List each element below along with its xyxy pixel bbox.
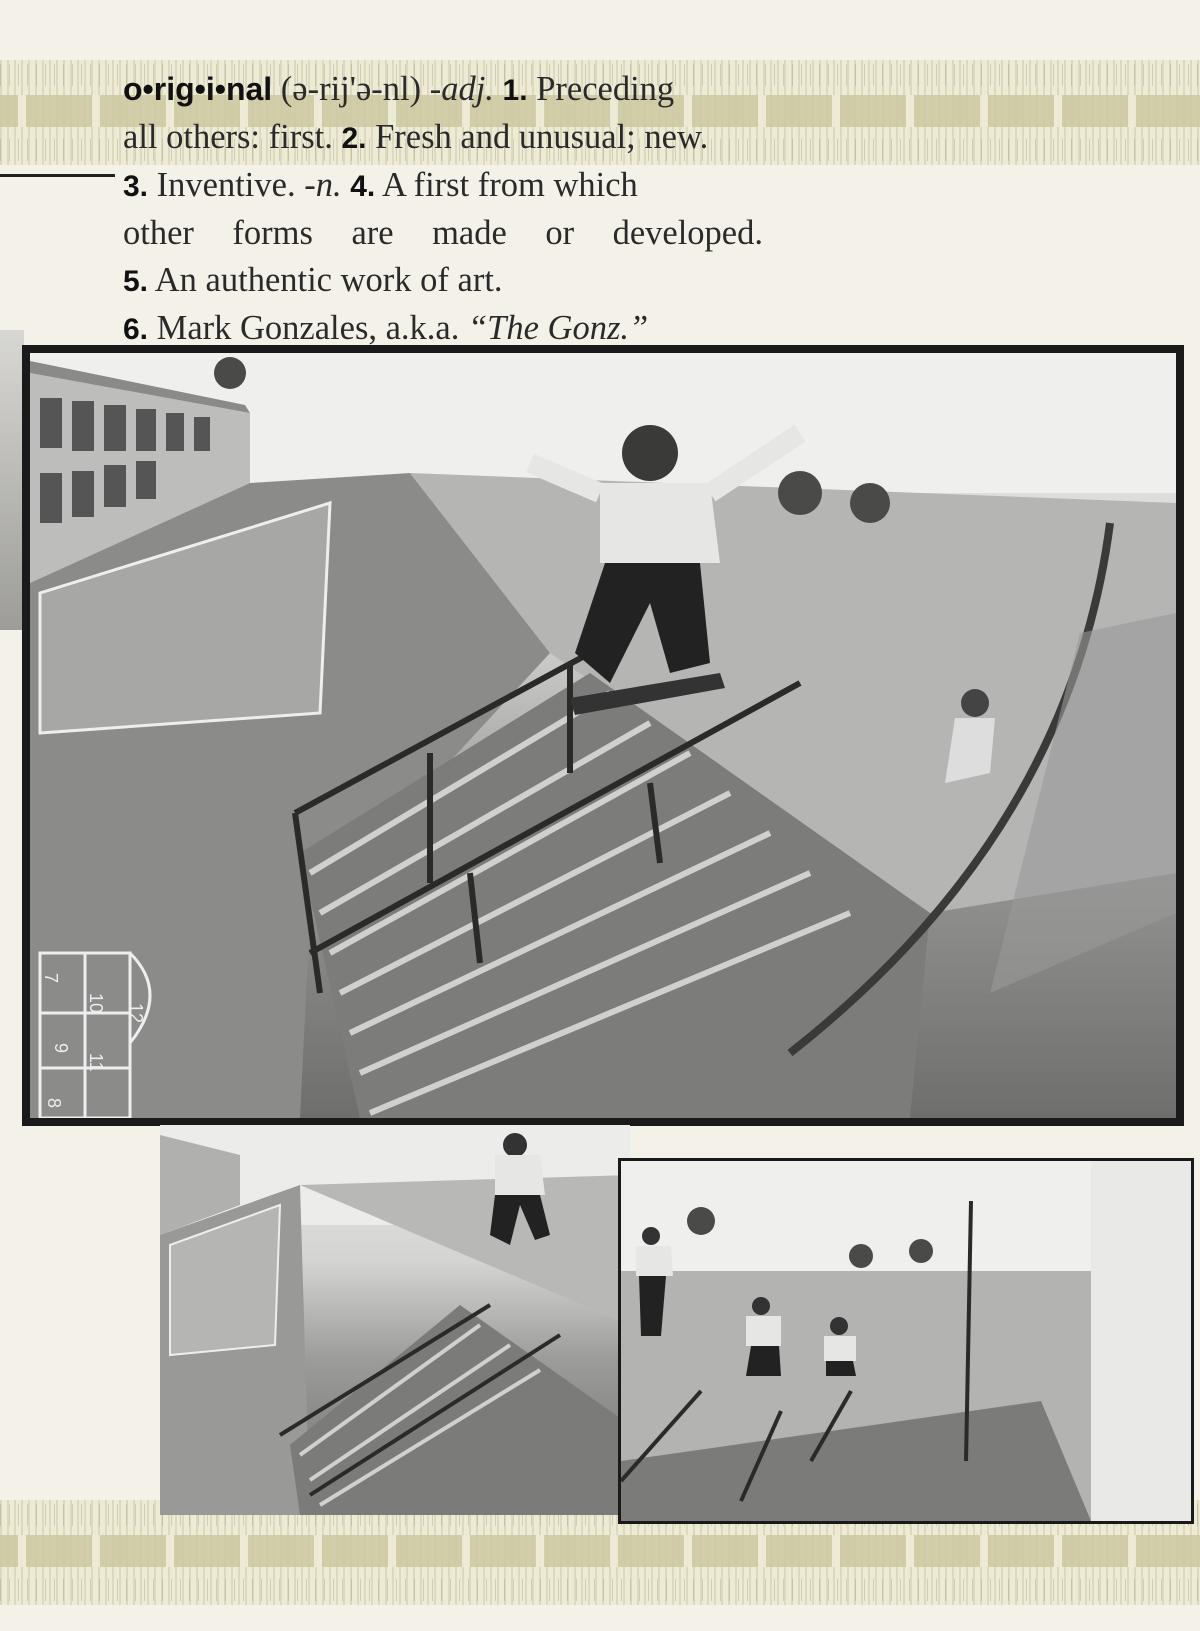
hopscotch-number: 10 bbox=[86, 993, 106, 1014]
sense-6-quote: “The Gonz.” bbox=[468, 309, 649, 347]
sense-number-4: 4. bbox=[350, 170, 376, 203]
sense-number-6: 6. bbox=[123, 313, 149, 346]
sequence-photo-left bbox=[160, 1125, 630, 1515]
part-of-speech-noun: -n. bbox=[304, 166, 342, 204]
hopscotch-number: 9 bbox=[51, 1043, 71, 1054]
sense-number-1: 1. bbox=[502, 74, 528, 107]
sense-6-text: Mark Gonzales, a.k.a. bbox=[156, 309, 460, 347]
sense-2-text: Fresh and unusual; new. bbox=[375, 118, 709, 156]
accent-rule bbox=[0, 174, 115, 177]
hopscotch-number: 7 bbox=[41, 973, 61, 984]
sense-3-text: Inventive. bbox=[156, 166, 296, 204]
photo-edge-strip bbox=[0, 330, 24, 630]
sense-1-text-b: all others: first. bbox=[123, 118, 333, 156]
sense-4-text-b: other forms are made or developed. bbox=[123, 214, 763, 252]
main-skate-photo bbox=[22, 345, 1184, 1126]
part-of-speech-adj: -adj. bbox=[429, 70, 494, 108]
sequence-photo-right bbox=[618, 1158, 1194, 1524]
pronunciation: (ə-rij'ə-nl) bbox=[280, 70, 422, 108]
hopscotch-number: 11 bbox=[86, 1053, 106, 1072]
sense-number-5: 5. bbox=[123, 265, 149, 298]
sense-number-2: 2. bbox=[341, 122, 367, 155]
sense-1-text-a: Preceding bbox=[536, 70, 675, 108]
sense-4-text-a: A first from which bbox=[381, 166, 638, 204]
headword: o•rig•i•nal bbox=[123, 71, 273, 107]
hopscotch-number: 8 bbox=[44, 1098, 64, 1109]
dictionary-definition bbox=[123, 66, 763, 353]
sense-number-3: 3. bbox=[123, 170, 149, 203]
hopscotch-number: 12 bbox=[126, 1003, 146, 1024]
sense-5-text: An authentic work of art. bbox=[154, 261, 503, 299]
